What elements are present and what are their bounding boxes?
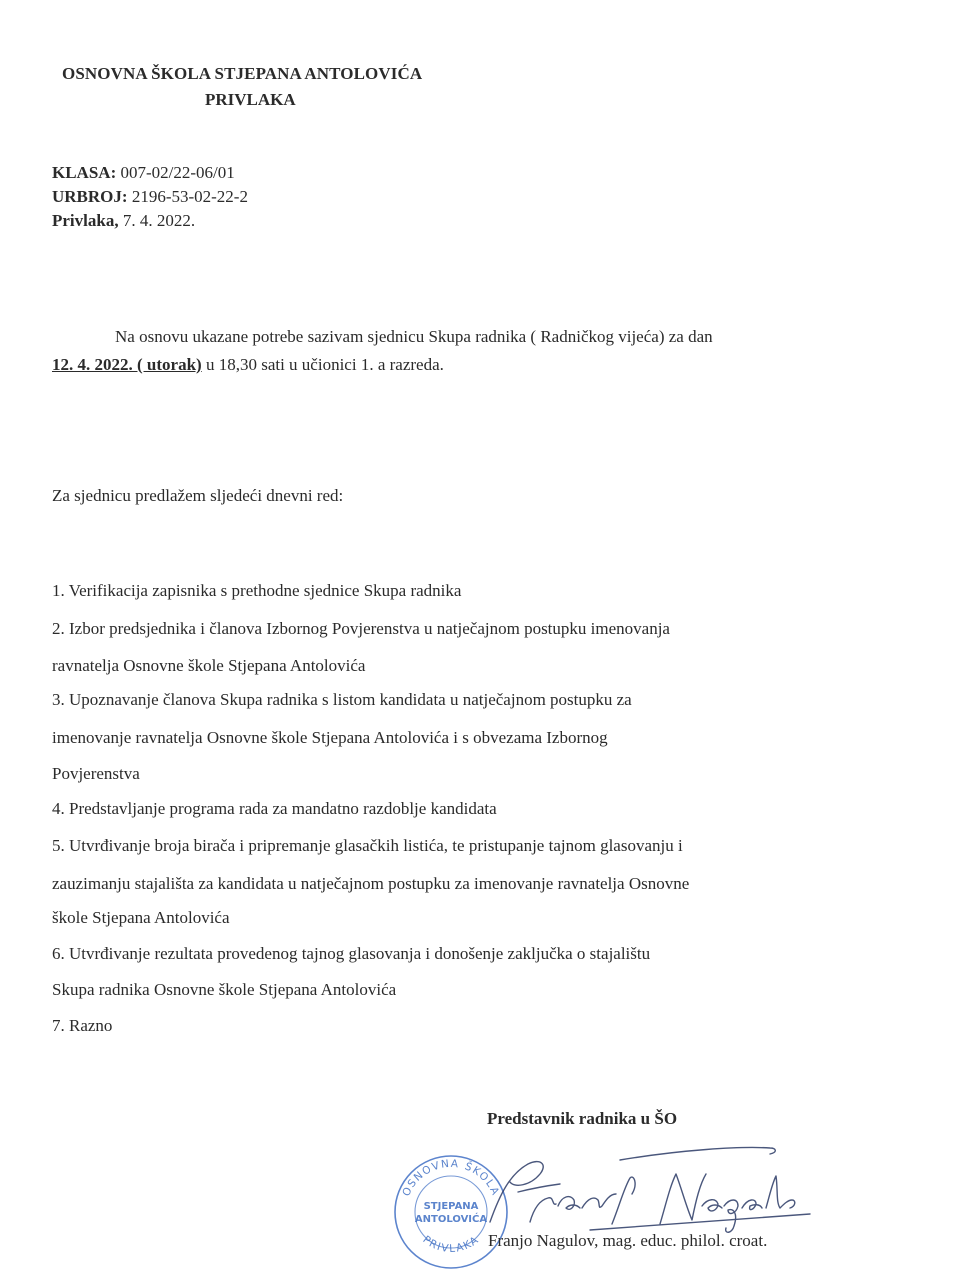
agenda-line: 7. Razno bbox=[52, 1016, 113, 1035]
agenda-line: 4. Predstavljanje programa rada za mandatno razdoblje kandidata bbox=[52, 799, 497, 818]
agenda-line: imenovanje ravnatelja Osnovne škole Stjepana Antolovića i s obvezama Izbornog bbox=[52, 728, 608, 747]
stamp-center-line-2: ANTOLOVIĆA bbox=[414, 1214, 488, 1225]
agenda-line: Povjerenstva bbox=[52, 764, 140, 783]
klasa-line bbox=[52, 163, 235, 183]
signer-name: Franjo Nagulov, mag. educ. philol. croat. bbox=[488, 1231, 768, 1250]
agenda-line: 5. Utvrđivanje broja birača i pripremanje glasačkih listića, te pristupanje tajnom glasovanju i bbox=[52, 836, 683, 855]
agenda-line: 6. Utvrđivanje rezultata provedenog tajnog glasovanja i donošenje zaključka o stajalištu bbox=[52, 944, 651, 963]
meeting-details: u 18,30 sati u učionici 1. a razreda. bbox=[201, 355, 444, 374]
urbroj-label: URBROJ: bbox=[52, 187, 128, 206]
klasa-label: KLASA: bbox=[52, 163, 117, 182]
school-name: OSNOVNA ŠKOLA STJEPANA ANTOLOVIĆA bbox=[62, 64, 423, 83]
intro-line-2 bbox=[52, 355, 444, 375]
meeting-date: 12. 4. 2022. ( utorak) bbox=[52, 355, 202, 374]
agenda-line: zauzimanju stajališta za kandidata u natječajnom postupku za imenovanje ravnatelja Osnovne bbox=[52, 874, 690, 893]
agenda-line: ravnatelja Osnovne škole Stjepana Antolovića bbox=[52, 656, 366, 675]
signature-title: Predstavnik radnika u ŠO bbox=[487, 1109, 678, 1128]
stamp-center-line-1: STJEPANA bbox=[423, 1201, 479, 1212]
agenda-line: 1. Verifikacija zapisnika s prethodne sjednice Skupa radnika bbox=[52, 581, 462, 600]
place-label: Privlaka, bbox=[52, 211, 119, 230]
stamp-ring-top: OSNOVNA ŠKOLA bbox=[400, 1157, 502, 1199]
place-date-line bbox=[52, 211, 195, 231]
document-date: 7. 4. 2022. bbox=[118, 211, 196, 230]
stamp-ring-bottom: PRIVLAKA bbox=[420, 1233, 482, 1256]
intro-line-1: Na osnovu ukazane potrebe sazivam sjednicu Skupa radnika ( Radničkog vijeća) za dan bbox=[115, 327, 713, 346]
school-city: PRIVLAKA bbox=[205, 90, 296, 109]
urbroj-line bbox=[52, 187, 248, 207]
agenda-lead: Za sjednicu predlažem sljedeći dnevni red: bbox=[52, 486, 344, 505]
agenda-line: Skupa radnika Osnovne škole Stjepana Antolovića bbox=[52, 980, 397, 999]
klasa-value: 007-02/22-06/01 bbox=[116, 163, 235, 182]
agenda-line: škole Stjepana Antolovića bbox=[52, 908, 230, 927]
agenda-line: 3. Upoznavanje članova Skupa radnika s listom kandidata u natječajnom postupku za bbox=[52, 690, 632, 709]
handwritten-signature bbox=[470, 1134, 820, 1244]
agenda-line: 2. Izbor predsjednika i članova Izbornog Povjerenstva u natječajnom postupku imenovanja bbox=[52, 619, 670, 638]
urbroj-value: 2196-53-02-22-2 bbox=[127, 187, 248, 206]
